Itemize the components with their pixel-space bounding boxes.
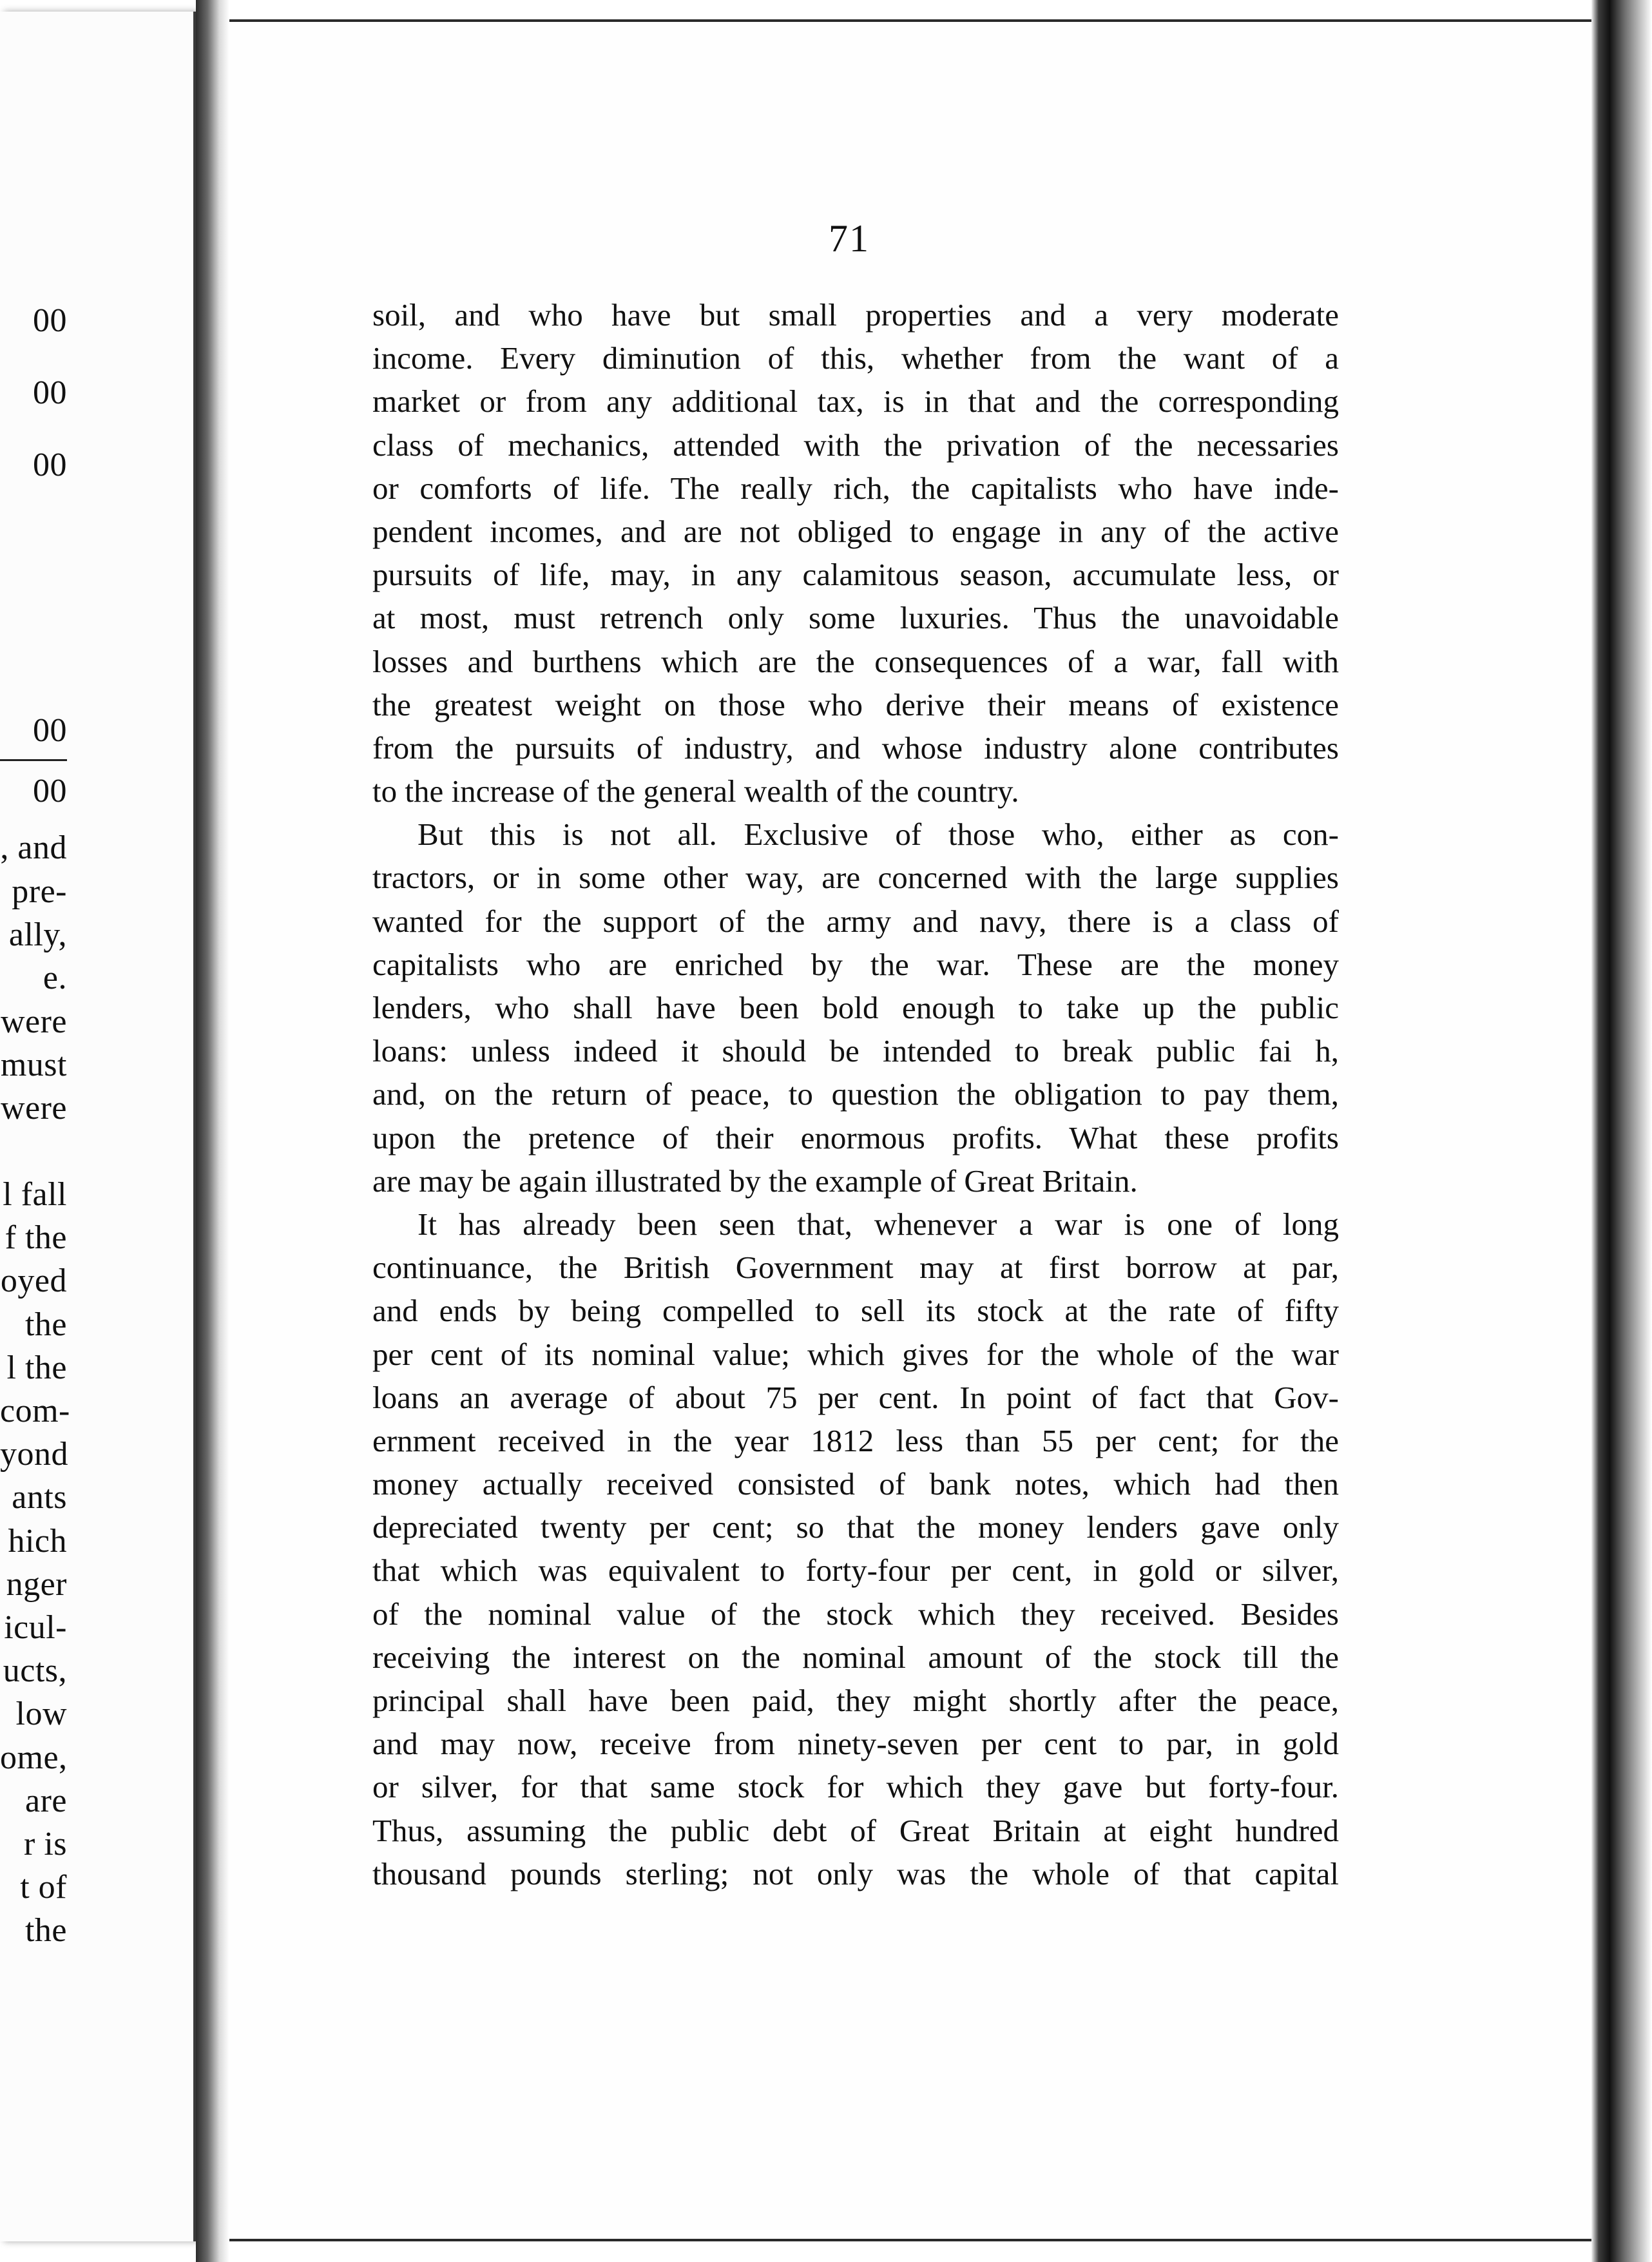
text-line: upon the pretence of their enormous profits. What these profits	[372, 1119, 1339, 1155]
paragraph	[372, 293, 1339, 813]
left-page-line: ome,	[0, 1739, 68, 1776]
text-line: ernment received in the year 1812 less than 55 per cent; for the	[372, 1422, 1339, 1458]
left-page-line: oyed	[0, 1262, 67, 1299]
text-line: per cent of its nominal value; which gives for the whole of the war	[372, 1336, 1339, 1372]
book-gutter	[196, 0, 229, 2262]
left-page-line: ucts,	[3, 1652, 67, 1689]
left-page-fragment	[0, 12, 196, 2241]
paragraph	[372, 813, 1339, 1203]
text-line: lenders, who shall have been bold enough to take up the public	[372, 990, 1339, 1025]
text-line: to the increase of the general wealth of the country.	[372, 773, 1019, 809]
text-line: capitalists who are enriched by the war. These are the money	[372, 946, 1339, 982]
left-page-line: ally,	[8, 916, 67, 953]
left-page-line: pre-	[12, 873, 67, 910]
text-line: tractors, or in some other way, are concerned with the large supplies	[372, 860, 1339, 896]
text-line: class of mechanics, attended with the privation of the necessaries	[372, 427, 1339, 463]
text-line: receiving the interest on the nominal amount of the stock till the	[372, 1639, 1339, 1675]
text-line: market or from any additional tax, is in that and the corresponding	[372, 383, 1339, 420]
left-page-line: r is	[24, 1826, 67, 1862]
text-line: pendent incomes, and are not obliged to engage in any of the active	[372, 513, 1339, 549]
text-line: from the pursuits of industry, and whose industry alone contributes	[372, 730, 1339, 766]
left-page-line: the	[24, 1306, 67, 1343]
text-line: continuance, the British Government may at first borrow at par,	[372, 1250, 1339, 1286]
text-line: wanted for the support of the army and navy, there is a class of	[372, 903, 1339, 939]
left-page-line: are	[25, 1783, 67, 1819]
left-page-line: the	[24, 1912, 67, 1949]
page-edge-shadow	[1591, 0, 1652, 2262]
body-text	[372, 293, 1339, 1895]
text-line: thousand pounds sterling; not only was the whole of that capital	[372, 1855, 1339, 1891]
text-line: and, on the return of peace, to question the obligation to pay them,	[372, 1076, 1339, 1112]
text-line: principal shall have been paid, they might shortly after the peace,	[372, 1683, 1339, 1718]
left-page-line: icul-	[4, 1609, 67, 1646]
left-page-line: were	[0, 1003, 67, 1040]
left-page-line: 00	[33, 447, 67, 483]
text-line: are may be again illustrated by the example of Great Britain.	[372, 1163, 1138, 1199]
left-page-line: t of	[20, 1869, 67, 1906]
left-page-line: 00	[33, 712, 67, 749]
left-page-line: 00	[33, 374, 67, 411]
left-page-line: 00	[33, 773, 67, 809]
left-page-line: f the	[5, 1219, 67, 1256]
text-line: soil, and who have but small properties and a very moderate	[372, 297, 1339, 333]
page-number: 71	[829, 217, 870, 260]
text-line: pursuits of life, may, in any calamitous season, accumulate less, or	[372, 557, 1339, 593]
text-line: But this is not all. Exclusive of those who, either as con-	[418, 817, 1339, 853]
text-line: loans an average of about 75 per cent. In point of fact that Gov-	[372, 1379, 1339, 1415]
text-line: Thus, assuming the public debt of Great Britain at eight hundred	[372, 1812, 1339, 1848]
text-line: at most, must retrench only some luxuries. Thus the unavoidable	[372, 600, 1339, 636]
paragraph	[372, 1203, 1339, 1895]
text-line: It has already been seen that, whenever a war is one of long	[418, 1206, 1339, 1242]
text-line: of the nominal value of the stock which they received. Besides	[372, 1596, 1339, 1632]
text-line: depreciated twenty per cent; so that the money lenders gave only	[372, 1509, 1339, 1545]
text-line: and may now, receive from ninety-seven per cent to par, in gold	[372, 1726, 1339, 1762]
text-line: income. Every diminution of this, whether from the want of a	[372, 340, 1339, 376]
left-page-line: low	[15, 1696, 67, 1732]
text-line: or silver, for that same stock for which they gave but forty-four.	[372, 1769, 1339, 1805]
text-line: and ends by being compelled to sell its stock at the rate of fifty	[372, 1293, 1339, 1329]
left-page-line: yond	[0, 1436, 68, 1473]
text-line: the greatest weight on those who derive their means of existence	[372, 686, 1339, 722]
text-line: that which was equivalent to forty-four per cent, in gold or silver,	[372, 1552, 1339, 1589]
text-line: money actually received consisted of bank notes, which had then	[372, 1466, 1339, 1502]
left-page-line: ants	[12, 1479, 67, 1516]
left-page-line: 00	[33, 302, 67, 339]
left-page-line: l the	[6, 1349, 67, 1386]
left-page-line: e.	[43, 960, 67, 996]
left-page-line: hich	[8, 1523, 67, 1560]
text-line: or comforts of life. The really rich, the capitalists who have inde-	[372, 470, 1339, 506]
left-page-line: were	[0, 1090, 67, 1126]
left-page-line: nger	[6, 1566, 67, 1603]
left-page-line: l fall	[3, 1176, 67, 1213]
left-page-line: , and	[0, 829, 67, 866]
left-page-line: com-	[0, 1393, 70, 1429]
text-line: loans: unless indeed it should be intended to break public fai h,	[372, 1033, 1339, 1069]
text-line: losses and burthens which are the consequences of a war, fall with	[372, 643, 1339, 679]
left-page-line: must	[0, 1047, 67, 1083]
left-page-rule	[0, 759, 67, 761]
